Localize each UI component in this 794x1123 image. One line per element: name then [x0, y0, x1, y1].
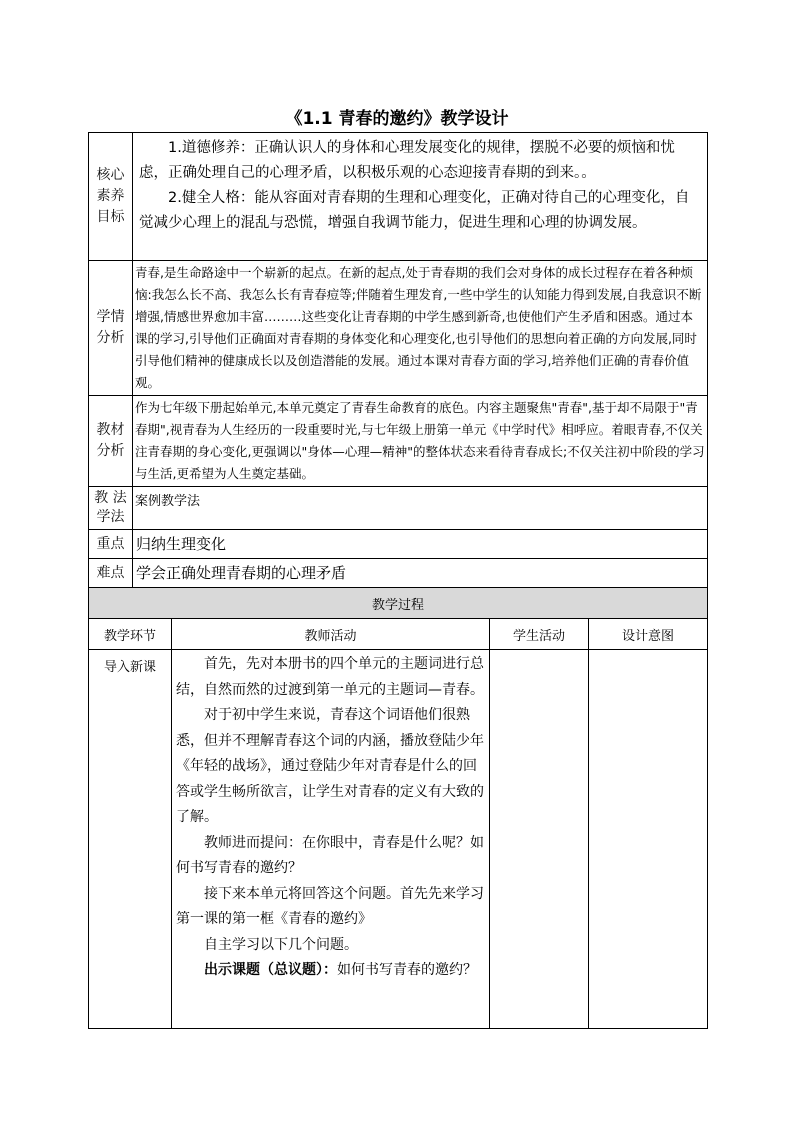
col-student-header: 学生活动 [490, 619, 589, 650]
key-content: 归纳生理变化 [133, 530, 708, 559]
row-material [89, 396, 708, 487]
row-analysis [89, 261, 708, 396]
table-row [89, 650, 708, 1029]
page-title: 《1.1 青春的邀约》教学设计 [285, 109, 509, 129]
difficult-content: 学会正确处理青春期的心理矛盾 [133, 559, 708, 588]
material-content: 作为七年级下册起始单元,本单元奠定了青春生命教育的底色。内容主题聚焦"青春",基于却不局限于"青春期",视青春为人生经历的一段重要时光,与七年级上册第一单元《中学时代》相呼应。着眼青春,不仅关注青春期的身心变化,更强调以"身体—心理—精神"的整体状态来看待青春成长;不仅关注初中阶段的学习与生活,更希望为人生奠定基础。 [133, 396, 708, 487]
row-process-header [89, 588, 708, 619]
topic-text: 如何书写青春的邀约？ [337, 962, 477, 978]
student-activity [490, 650, 589, 1029]
material-label: 教材 分析 [89, 396, 133, 487]
row-key [89, 530, 708, 559]
col-step-header: 教学环节 [89, 619, 172, 650]
core-label: 核心 素养 目标 [89, 133, 133, 261]
row-difficult [89, 559, 708, 588]
method-content: 案例教学法 [133, 487, 708, 530]
method-label: 教 法 学法 [89, 487, 133, 530]
col-intent-header: 设计意图 [589, 619, 708, 650]
key-label: 重点 [89, 530, 133, 559]
row-core [89, 133, 708, 261]
row-column-headers [89, 619, 708, 650]
col-teacher-header: 教师活动 [172, 619, 490, 650]
core-content: 1.道德修养：正确认识人的身体和心理发展变化的规律，摆脱不必要的烦恼和忧虑，正确处理自己的心理矛盾，以积极乐观的心态迎接青春期的到来。。 2.健全人格：能从容面对青春期的生理和心理变化，正确对待自己的心理变化，自觉减少心理上的混乱与恐慌，增强自我调节能力，促进生理和心理的协调发展。 [133, 133, 708, 261]
teacher-activity: 首先，先对本册书的四个单元的主题词进行总结，自然而然的过渡到第一单元的主题词—青春。 对于初中学生来说，青春这个词语他们很熟悉，但并不理解青春这个词的内涵，播放登陆少年《年轻的战场》，通过登陆少年对青春是什么的回答或学生畅所欲言，让学生对青春的定义有大致的了解。 教师进而提问：在你眼中，青春是什么呢？如何书写青春的邀约？ 接下来本单元将回答这个问题。首先先来学习第一课的第一框《青春的邀约》 自主学习以下几个问题。 出示课题（总议题）：如何书写青春的邀约？ [172, 650, 490, 1029]
lesson-plan-table [88, 132, 708, 1029]
analysis-content: 青春,是生命路途中一个崭新的起点。在新的起点,处于青春期的我们会对身体的成长过程存在着各种烦恼:我怎么长不高、我怎么长有青春痘等;伴随着生理发育,一些中学生的认知能力得到发展,自我意识不断增强,情感世界愈加丰富………这些变化让青春期的中学生感到新奇,也使他们产生矛盾和困惑。通过本课的学习,引导他们正确面对青春期的身体变化和心理变化,也引导他们的思想向着正确的方向发展,同时引导他们精神的健康成长以及创造潜能的发展。通过本课对青春方面的学习,培养他们正确的青春价值观。 [133, 261, 708, 396]
row-method [89, 487, 708, 530]
topic-lead: 出示课题（总议题）： [204, 962, 337, 978]
difficult-label: 难点 [89, 559, 133, 588]
design-intent [589, 650, 708, 1029]
step-name: 导入新课 [89, 650, 172, 1029]
process-header: 教学过程 [89, 588, 708, 619]
analysis-label: 学情 分析 [89, 261, 133, 396]
